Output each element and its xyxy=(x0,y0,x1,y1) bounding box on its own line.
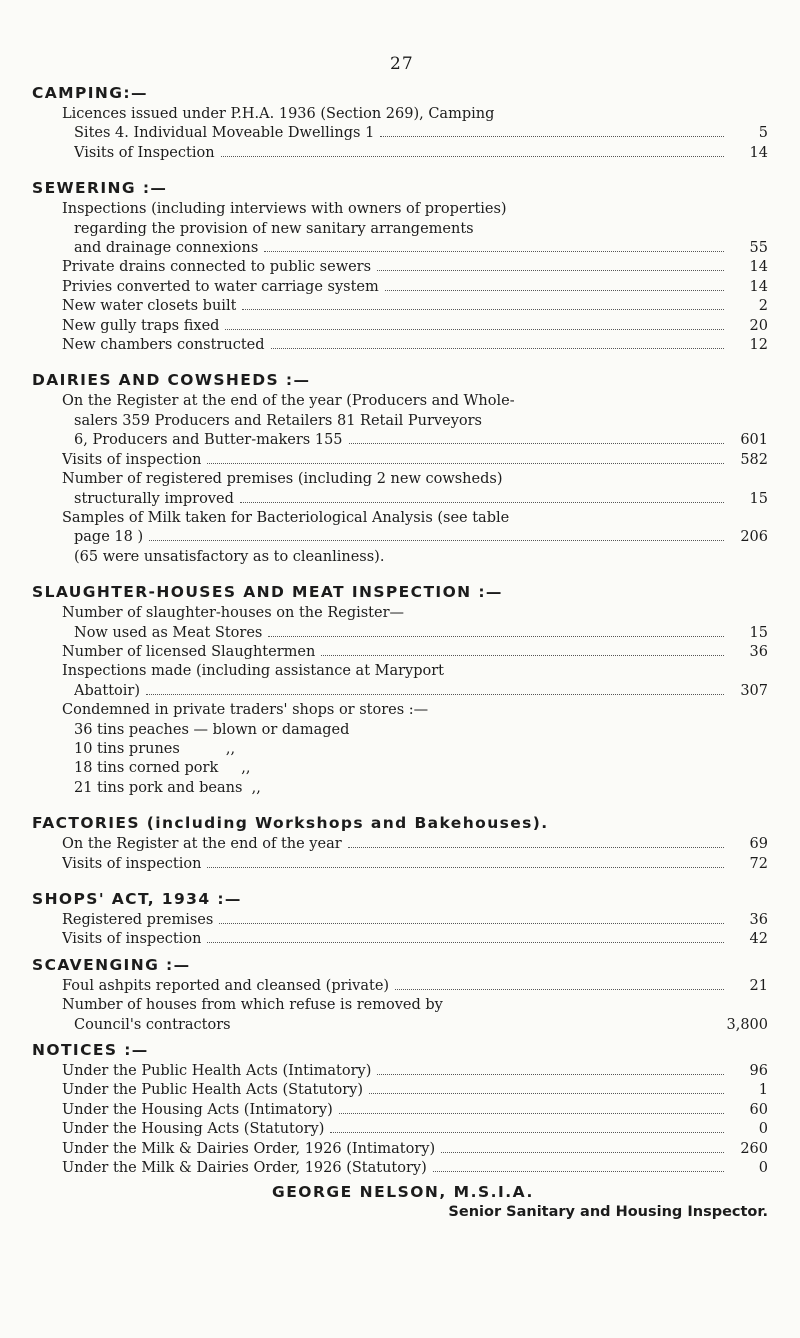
dairies-heading: DAIRIES AND COWSHEDS :— xyxy=(32,371,311,390)
camping-heading: CAMPING:— xyxy=(32,84,148,102)
leader-dots xyxy=(221,156,724,157)
row-value: 42 xyxy=(749,931,768,948)
row-value: 307 xyxy=(740,682,768,699)
slaughter-slaughtermen-row xyxy=(32,643,768,662)
row-value: 36 xyxy=(749,912,768,928)
dairies-premises-line: Number of registered premises (including 2 new cowsheds) xyxy=(62,471,503,488)
factories-section xyxy=(32,812,768,874)
notices-row xyxy=(32,1081,768,1100)
row-value: 55 xyxy=(749,240,768,257)
leader-dots xyxy=(207,463,724,464)
row-label: Under the Public Health Acts (Intimatory) xyxy=(62,1063,372,1080)
row-value: 60 xyxy=(749,1101,768,1118)
sewering-row xyxy=(32,239,768,258)
factories-row xyxy=(32,835,768,854)
row-label: Visits of inspection xyxy=(62,855,202,872)
leader-dots xyxy=(348,847,724,848)
dairies-improved-row xyxy=(32,490,768,509)
row-label: New gully traps fixed xyxy=(62,317,220,334)
row-value: 69 xyxy=(749,836,768,853)
sewering-heading: SEWERING :— xyxy=(32,179,168,198)
row-value: 36 xyxy=(749,643,768,660)
row-label: Under the Public Health Acts (Statutory) xyxy=(62,1082,364,1099)
leader-dots xyxy=(321,655,724,656)
row-value: 0 xyxy=(758,1160,768,1177)
leader-dots xyxy=(369,1093,724,1094)
leader-dots xyxy=(219,923,724,924)
leader-dots xyxy=(380,136,724,137)
shops-heading: SHOPS' ACT, 1934 :— xyxy=(32,890,242,908)
row-label: Under the Housing Acts (Statutory) xyxy=(62,1121,325,1138)
row-label: Visits of Inspection xyxy=(74,144,215,161)
notices-section xyxy=(32,1039,768,1178)
row-value: 15 xyxy=(749,490,768,507)
row-label: Privies converted to water carriage system xyxy=(62,278,379,295)
leader-dots xyxy=(149,540,724,541)
condemned-item: 36 tins peaches — blown or damaged xyxy=(74,721,350,738)
shops-section xyxy=(32,888,768,950)
signature-block xyxy=(32,1182,768,1222)
leader-dots xyxy=(433,1171,724,1172)
shops-row xyxy=(32,911,768,930)
sewering-row xyxy=(32,278,768,297)
leader-dots xyxy=(377,1074,724,1075)
row-value: 601 xyxy=(740,432,768,449)
scavenging-heading: SCAVENGING :— xyxy=(32,955,191,974)
leader-dots xyxy=(207,867,724,868)
row-value: 0 xyxy=(758,1121,768,1138)
slaughter-intro-1: Number of slaughter-houses on the Register— xyxy=(62,605,405,622)
camping-visits-row xyxy=(32,144,768,163)
row-value: 15 xyxy=(749,624,768,641)
leader-dots xyxy=(441,1152,724,1153)
row-label: Number of licensed Slaughtermen xyxy=(62,643,316,660)
row-label: New water closets built xyxy=(62,298,237,315)
row-label: Visits of inspection xyxy=(62,451,202,468)
condemned-item: 10 tins prunes ,, xyxy=(74,740,236,757)
row-value: 72 xyxy=(749,855,768,872)
leader-dots xyxy=(271,348,724,349)
row-value: 206 xyxy=(740,529,768,546)
leader-dots xyxy=(240,502,724,503)
row-value: 14 xyxy=(749,259,768,276)
row-label: 6, Producers and Butter-makers 155 xyxy=(74,432,343,449)
scavenging-contractors-row xyxy=(32,1016,768,1035)
camping-intro: Licences issued under P.H.A. 1936 (Section 269), Camping xyxy=(62,106,495,122)
row-label: On the Register at the end of the year xyxy=(62,836,342,853)
slaughter-abattoir-row xyxy=(32,682,768,701)
leader-dots xyxy=(146,694,724,695)
camping-section xyxy=(32,82,768,163)
row-value: 260 xyxy=(740,1140,768,1157)
leader-dots xyxy=(349,443,724,444)
row-label: Now used as Meat Stores xyxy=(74,624,263,641)
row-label: Sites 4. Individual Moveable Dwellings 1 xyxy=(74,125,375,142)
row-label: Visits of inspection xyxy=(62,931,202,948)
row-value: 14 xyxy=(749,278,768,295)
factories-heading: FACTORIES (including Workshops and Bakehouses). xyxy=(32,814,549,833)
notices-row xyxy=(32,1101,768,1120)
shops-row xyxy=(32,930,768,949)
sewering-row xyxy=(32,297,768,316)
dairies-intro-1: On the Register at the end of the year (Producers and Whole- xyxy=(62,393,515,410)
row-label: Under the Milk & Dairies Order, 1926 (Statutory) xyxy=(62,1160,427,1177)
slaughter-condemned-line: Condemned in private traders' shops or stores :— xyxy=(62,702,429,719)
leader-dots xyxy=(225,329,724,330)
row-value: 12 xyxy=(749,337,768,354)
row-value: 1 xyxy=(758,1082,768,1099)
row-value: 2 xyxy=(758,298,768,315)
camping-sites-row xyxy=(32,124,768,143)
leader-dots xyxy=(207,942,724,943)
row-label: New chambers constructed xyxy=(62,337,265,354)
notices-row xyxy=(32,1159,768,1178)
scavenging-section xyxy=(32,954,768,1035)
row-label: Council's contractors xyxy=(74,1016,231,1033)
row-value: 14 xyxy=(749,144,768,161)
slaughter-intro-2: Inspections made (including assistance at Maryport xyxy=(62,663,445,680)
dairies-samples-row xyxy=(32,528,768,547)
row-value: 5 xyxy=(758,125,768,142)
dairies-visits-row xyxy=(32,451,768,470)
leader-dots xyxy=(385,290,724,291)
sewering-row xyxy=(32,317,768,336)
dairies-samples-line: Samples of Milk taken for Bacteriological Analysis (see table xyxy=(62,509,510,526)
sewering-intro-2: regarding the provision of new sanitary arrangements xyxy=(74,220,474,237)
row-value: 582 xyxy=(740,451,768,468)
leader-dots xyxy=(377,270,724,271)
slaughter-stores-row xyxy=(32,624,768,643)
leader-dots xyxy=(268,636,724,637)
leader-dots xyxy=(395,989,724,990)
condemned-item: 21 tins pork and beans ,, xyxy=(74,779,261,796)
sewering-row xyxy=(32,336,768,355)
row-label: Private drains connected to public sewers xyxy=(62,259,372,276)
row-label: Under the Housing Acts (Intimatory) xyxy=(62,1101,333,1118)
row-value: 20 xyxy=(749,317,768,334)
row-label: structurally improved xyxy=(74,490,234,507)
row-value: 3,800 xyxy=(726,1016,768,1033)
notices-heading: NOTICES :— xyxy=(32,1041,149,1060)
dairies-section xyxy=(32,369,768,567)
scavenging-ashpits-row xyxy=(32,977,768,996)
notices-row xyxy=(32,1140,768,1159)
factories-row xyxy=(32,855,768,874)
row-label: Registered premises xyxy=(62,912,214,928)
row-label: and drainage connexions xyxy=(74,240,259,257)
slaughter-section xyxy=(32,581,768,798)
leader-dots xyxy=(339,1113,724,1114)
row-label: page 18 ) xyxy=(74,529,144,546)
notices-row xyxy=(32,1120,768,1139)
scavenging-intro: Number of houses from which refuse is removed by xyxy=(62,997,443,1014)
slaughter-heading: SLAUGHTER-HOUSES AND MEAT INSPECTION :— xyxy=(32,583,503,602)
row-label: Under the Milk & Dairies Order, 1926 (Intimatory) xyxy=(62,1140,436,1157)
sewering-row xyxy=(32,258,768,277)
signature-name: GEORGE NELSON, M.S.I.A. xyxy=(272,1183,534,1202)
leader-dots xyxy=(264,251,724,252)
condemned-item: 18 tins corned pork ,, xyxy=(74,760,251,777)
page-number: 27 xyxy=(390,54,414,74)
leader-dots xyxy=(242,309,724,310)
dairies-intro-2: salers 359 Producers and Retailers 81 Retail Purveyors xyxy=(74,412,482,429)
leader-dots xyxy=(330,1132,724,1133)
dairies-register-row xyxy=(32,431,768,450)
row-value: 96 xyxy=(749,1063,768,1080)
row-label: Abattoir) xyxy=(74,682,141,699)
notices-row xyxy=(32,1062,768,1081)
sewering-section xyxy=(32,177,768,355)
row-label: Foul ashpits reported and cleansed (private) xyxy=(62,977,390,994)
row-value: 21 xyxy=(749,977,768,994)
dairies-note: (65 were unsatisfactory as to cleanliness). xyxy=(74,548,385,565)
signature-title: Senior Sanitary and Housing Inspector. xyxy=(448,1204,768,1221)
sewering-intro-1: Inspections (including interviews with owners of properties) xyxy=(62,201,507,218)
report-body xyxy=(32,82,768,1222)
